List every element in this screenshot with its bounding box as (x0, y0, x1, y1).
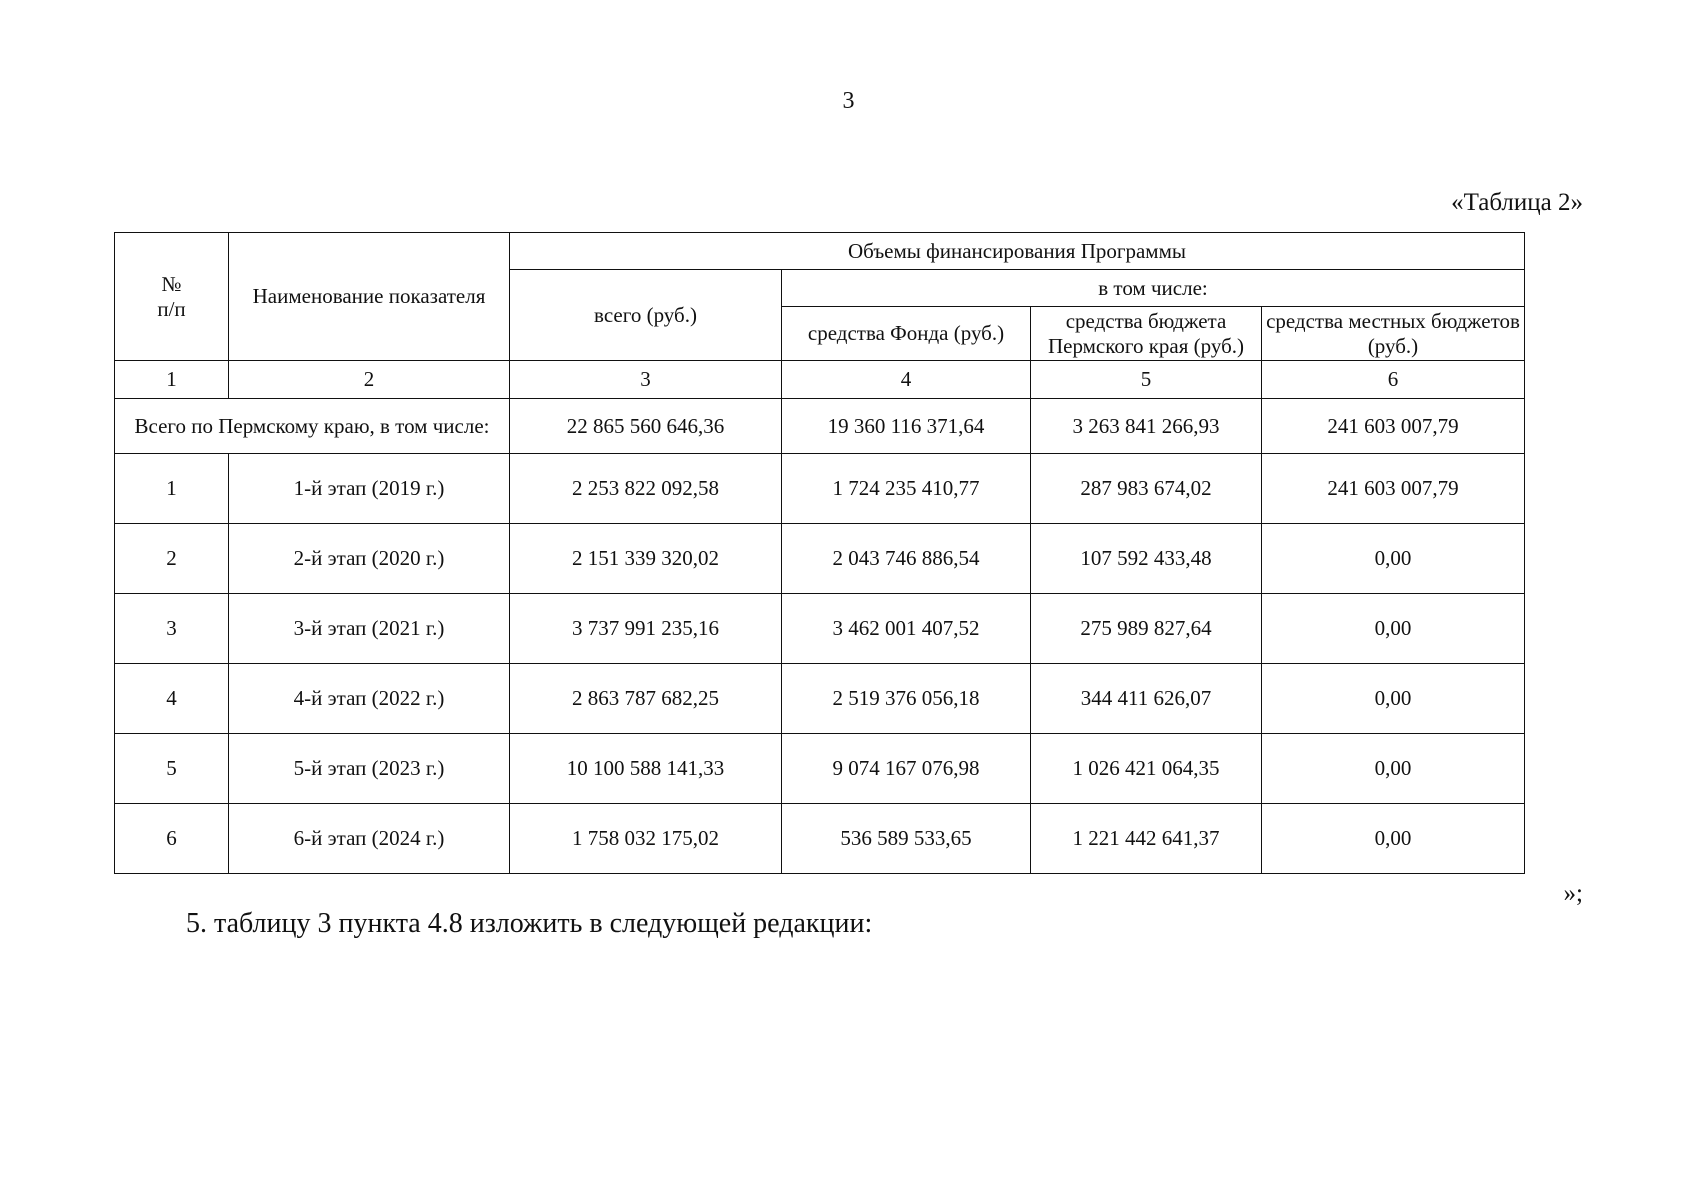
row-total: 2 151 339 320,02 (510, 524, 782, 594)
row-name: 3-й этап (2021 г.) (229, 594, 510, 664)
row-regional-budget: 344 411 626,07 (1031, 664, 1262, 734)
total-row-fund: 19 360 116 371,64 (782, 399, 1031, 454)
header-number-abbr: п/п (157, 296, 186, 321)
total-row-regional-budget: 3 263 841 266,93 (1031, 399, 1262, 454)
header-total: всего (руб.) (510, 270, 782, 361)
table-row (115, 664, 1525, 734)
row-regional-budget: 1 026 421 064,35 (1031, 734, 1262, 804)
row-name: 2-й этап (2020 г.) (229, 524, 510, 594)
row-name: 6-й этап (2024 г.) (229, 804, 510, 874)
table-caption: «Таблица 2» (1451, 189, 1583, 216)
row-fund: 1 724 235 410,77 (782, 454, 1031, 524)
row-local-budgets: 0,00 (1262, 524, 1525, 594)
header-indicator: Наименование показателя (229, 233, 510, 361)
column-number: 3 (510, 361, 782, 399)
row-fund: 2 043 746 886,54 (782, 524, 1031, 594)
header-including: в том числе: (782, 270, 1525, 307)
total-row-total: 22 865 560 646,36 (510, 399, 782, 454)
page-number: 3 (842, 88, 855, 114)
column-number-row (115, 361, 1525, 399)
row-local-budgets: 0,00 (1262, 664, 1525, 734)
row-name: 4-й этап (2022 г.) (229, 664, 510, 734)
row-regional-budget: 275 989 827,64 (1031, 594, 1262, 664)
header-funding-group: Объемы финансирования Программы (510, 233, 1525, 270)
header-fund: средства Фонда (руб.) (782, 307, 1031, 361)
row-fund: 9 074 167 076,98 (782, 734, 1031, 804)
row-name: 1-й этап (2019 г.) (229, 454, 510, 524)
row-fund: 2 519 376 056,18 (782, 664, 1031, 734)
row-number: 1 (115, 454, 229, 524)
row-number: 2 (115, 524, 229, 594)
row-local-budgets: 0,00 (1262, 734, 1525, 804)
row-total: 10 100 588 141,33 (510, 734, 782, 804)
table-row (115, 524, 1525, 594)
table-row (115, 594, 1525, 664)
row-total: 1 758 032 175,02 (510, 804, 782, 874)
total-row-local-budgets: 241 603 007,79 (1262, 399, 1525, 454)
row-regional-budget: 1 221 442 641,37 (1031, 804, 1262, 874)
header-regional-budget: средства бюджета Пермского края (руб.) (1031, 307, 1262, 361)
row-number: 6 (115, 804, 229, 874)
column-number: 2 (229, 361, 510, 399)
row-local-budgets: 0,00 (1262, 594, 1525, 664)
row-total: 2 863 787 682,25 (510, 664, 782, 734)
table-row (115, 804, 1525, 874)
row-local-budgets: 0,00 (1262, 804, 1525, 874)
header-local-budgets: средства местных бюджетов (руб.) (1262, 307, 1525, 361)
table-row (115, 734, 1525, 804)
column-number: 6 (1262, 361, 1525, 399)
header-number-sign: № (161, 272, 182, 297)
row-number: 5 (115, 734, 229, 804)
table-row (115, 454, 1525, 524)
row-local-budgets: 241 603 007,79 (1262, 454, 1525, 524)
closing-quote: »; (1563, 880, 1583, 907)
row-number: 4 (115, 664, 229, 734)
column-number: 1 (115, 361, 229, 399)
total-row (115, 399, 1525, 454)
header-number (115, 233, 229, 361)
row-fund: 536 589 533,65 (782, 804, 1031, 874)
row-total: 2 253 822 092,58 (510, 454, 782, 524)
row-regional-budget: 107 592 433,48 (1031, 524, 1262, 594)
column-number: 4 (782, 361, 1031, 399)
funding-table (114, 232, 1525, 874)
row-fund: 3 462 001 407,52 (782, 594, 1031, 664)
total-row-label: Всего по Пермскому краю, в том числе: (115, 399, 510, 454)
row-number: 3 (115, 594, 229, 664)
header-row-1 (115, 233, 1525, 270)
column-number: 5 (1031, 361, 1262, 399)
row-name: 5-й этап (2023 г.) (229, 734, 510, 804)
row-total: 3 737 991 235,16 (510, 594, 782, 664)
row-regional-budget: 287 983 674,02 (1031, 454, 1262, 524)
amendment-paragraph: 5. таблицу 3 пункта 4.8 изложить в следующей редакции: (186, 908, 873, 939)
